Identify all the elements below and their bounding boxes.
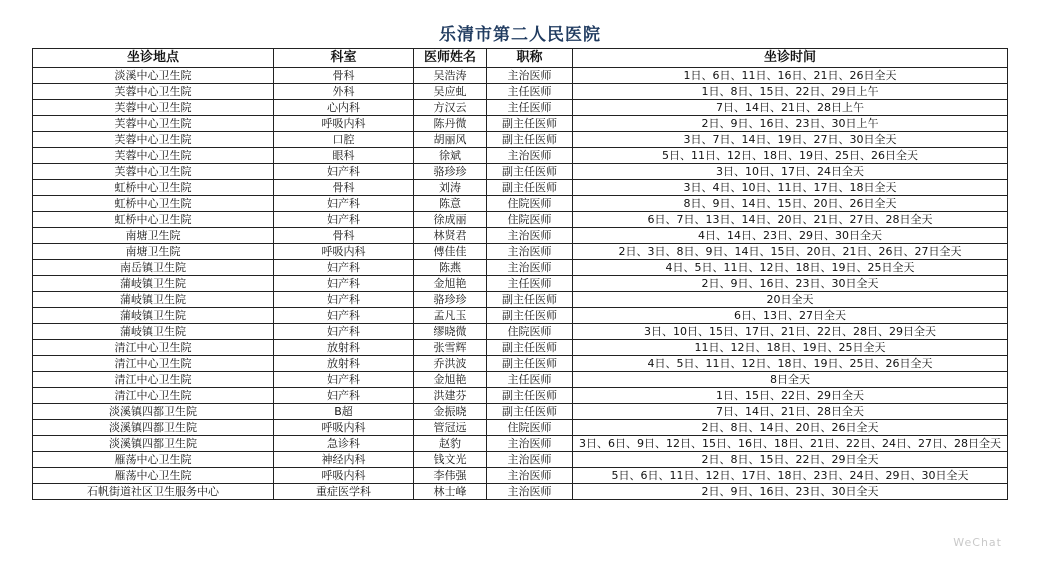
table-row — [33, 196, 1008, 212]
cell-title: 住院医师 — [487, 196, 573, 212]
cell-title: 主治医师 — [487, 452, 573, 468]
table-row — [33, 292, 1008, 308]
cell-title: 副主任医师 — [487, 308, 573, 324]
cell-title: 主任医师 — [487, 84, 573, 100]
table-row — [33, 180, 1008, 196]
cell-location: 淡溪镇四都卫生院 — [33, 436, 274, 452]
cell-schedule: 5日、6日、11日、12日、17日、18日、23日、24日、29日、30日全天 — [573, 468, 1008, 484]
cell-doctor: 林贤君 — [414, 228, 487, 244]
table-row — [33, 340, 1008, 356]
cell-location: 虹桥中心卫生院 — [33, 212, 274, 228]
cell-department: 放射科 — [274, 340, 414, 356]
cell-title: 主治医师 — [487, 260, 573, 276]
cell-schedule: 8日、9日、14日、15日、20日、26日全天 — [573, 196, 1008, 212]
cell-title: 主治医师 — [487, 468, 573, 484]
cell-location: 南岳镇卫生院 — [33, 260, 274, 276]
cell-location: 南塘卫生院 — [33, 244, 274, 260]
table-row — [33, 404, 1008, 420]
cell-department: 骨科 — [274, 68, 414, 84]
cell-location: 蒲岐镇卫生院 — [33, 324, 274, 340]
cell-location: 清江中心卫生院 — [33, 388, 274, 404]
cell-location: 芙蓉中心卫生院 — [33, 84, 274, 100]
header-schedule: 坐诊时间 — [573, 49, 1008, 68]
table-row — [33, 420, 1008, 436]
cell-doctor: 陈意 — [414, 196, 487, 212]
cell-title: 住院医师 — [487, 212, 573, 228]
cell-department: 妇产科 — [274, 308, 414, 324]
cell-department: 急诊科 — [274, 436, 414, 452]
cell-title: 副主任医师 — [487, 404, 573, 420]
cell-schedule: 3日、10日、15日、17日、21日、22日、28日、29日全天 — [573, 324, 1008, 340]
cell-schedule: 6日、7日、13日、14日、20日、21日、27日、28日全天 — [573, 212, 1008, 228]
table-row — [33, 308, 1008, 324]
cell-location: 蒲岐镇卫生院 — [33, 308, 274, 324]
cell-doctor: 徐成丽 — [414, 212, 487, 228]
cell-location: 芙蓉中心卫生院 — [33, 164, 274, 180]
cell-doctor: 胡丽风 — [414, 132, 487, 148]
cell-doctor: 缪晓微 — [414, 324, 487, 340]
cell-doctor: 孟凡玉 — [414, 308, 487, 324]
cell-department: 妇产科 — [274, 164, 414, 180]
cell-title: 副主任医师 — [487, 164, 573, 180]
cell-doctor: 徐斌 — [414, 148, 487, 164]
table-row — [33, 228, 1008, 244]
cell-doctor: 钱文光 — [414, 452, 487, 468]
cell-location: 蒲岐镇卫生院 — [33, 276, 274, 292]
table-row — [33, 244, 1008, 260]
cell-title: 主治医师 — [487, 436, 573, 452]
cell-location: 清江中心卫生院 — [33, 340, 274, 356]
cell-schedule: 5日、11日、12日、18日、19日、25日、26日全天 — [573, 148, 1008, 164]
cell-doctor: 刘涛 — [414, 180, 487, 196]
table-row — [33, 436, 1008, 452]
cell-doctor: 张雪辉 — [414, 340, 487, 356]
cell-department: B超 — [274, 404, 414, 420]
cell-department: 骨科 — [274, 228, 414, 244]
cell-schedule: 4日、5日、11日、12日、18日、19日、25日、26日全天 — [573, 356, 1008, 372]
cell-title: 副主任医师 — [487, 132, 573, 148]
cell-title: 住院医师 — [487, 420, 573, 436]
table-row — [33, 484, 1008, 500]
cell-department: 妇产科 — [274, 324, 414, 340]
cell-department: 呼吸内科 — [274, 468, 414, 484]
cell-title: 主治医师 — [487, 228, 573, 244]
header-title: 职称 — [487, 49, 573, 68]
cell-schedule: 4日、14日、23日、29日、30日全天 — [573, 228, 1008, 244]
cell-doctor: 陈燕 — [414, 260, 487, 276]
table-row — [33, 132, 1008, 148]
cell-department: 放射科 — [274, 356, 414, 372]
table-row — [33, 68, 1008, 84]
cell-location: 清江中心卫生院 — [33, 356, 274, 372]
cell-doctor: 傅佳佳 — [414, 244, 487, 260]
header-location: 坐诊地点 — [33, 49, 274, 68]
cell-doctor: 乔洪波 — [414, 356, 487, 372]
cell-doctor: 金振晓 — [414, 404, 487, 420]
table-row — [33, 388, 1008, 404]
cell-department: 外科 — [274, 84, 414, 100]
cell-department: 妇产科 — [274, 196, 414, 212]
cell-doctor: 陈丹微 — [414, 116, 487, 132]
cell-doctor: 方汉云 — [414, 100, 487, 116]
cell-location: 虹桥中心卫生院 — [33, 180, 274, 196]
cell-doctor: 管冠远 — [414, 420, 487, 436]
cell-location: 芙蓉中心卫生院 — [33, 148, 274, 164]
cell-department: 骨科 — [274, 180, 414, 196]
cell-schedule: 2日、9日、16日、23日、30日上午 — [573, 116, 1008, 132]
cell-location: 虹桥中心卫生院 — [33, 196, 274, 212]
cell-department: 心内科 — [274, 100, 414, 116]
cell-schedule: 11日、12日、18日、19日、25日全天 — [573, 340, 1008, 356]
cell-title: 住院医师 — [487, 324, 573, 340]
cell-department: 妇产科 — [274, 388, 414, 404]
table-row — [33, 212, 1008, 228]
cell-location: 雁荡中心卫生院 — [33, 468, 274, 484]
table-row — [33, 468, 1008, 484]
cell-schedule: 4日、5日、11日、12日、18日、19日、25日全天 — [573, 260, 1008, 276]
cell-doctor: 骆珍珍 — [414, 164, 487, 180]
cell-title: 主任医师 — [487, 100, 573, 116]
cell-department: 重症医学科 — [274, 484, 414, 500]
cell-schedule: 20日全天 — [573, 292, 1008, 308]
cell-title: 副主任医师 — [487, 356, 573, 372]
table-row — [33, 452, 1008, 468]
cell-department: 妇产科 — [274, 260, 414, 276]
table-body — [33, 68, 1008, 500]
cell-department: 呼吸内科 — [274, 420, 414, 436]
cell-doctor: 吴应虬 — [414, 84, 487, 100]
cell-doctor: 金旭艳 — [414, 276, 487, 292]
cell-schedule: 3日、7日、14日、19日、27日、30日全天 — [573, 132, 1008, 148]
cell-title: 副主任医师 — [487, 388, 573, 404]
cell-schedule: 1日、6日、11日、16日、21日、26日全天 — [573, 68, 1008, 84]
cell-doctor: 骆珍珍 — [414, 292, 487, 308]
cell-doctor: 吴浩涛 — [414, 68, 487, 84]
cell-schedule: 1日、8日、15日、22日、29日上午 — [573, 84, 1008, 100]
table-row — [33, 164, 1008, 180]
cell-location: 芙蓉中心卫生院 — [33, 132, 274, 148]
cell-schedule: 2日、8日、15日、22日、29日全天 — [573, 452, 1008, 468]
cell-location: 蒲岐镇卫生院 — [33, 292, 274, 308]
cell-title: 主任医师 — [487, 276, 573, 292]
page-title: 乐清市第二人民医院 — [439, 25, 601, 45]
cell-location: 石帆街道社区卫生服务中心 — [33, 484, 274, 500]
cell-schedule: 2日、9日、16日、23日、30日全天 — [573, 276, 1008, 292]
cell-schedule: 7日、14日、21日、28日上午 — [573, 100, 1008, 116]
header-doctor: 医师姓名 — [414, 49, 487, 68]
header-department: 科室 — [274, 49, 414, 68]
cell-location: 淡溪镇四都卫生院 — [33, 404, 274, 420]
cell-title: 主治医师 — [487, 148, 573, 164]
table-row — [33, 148, 1008, 164]
cell-title: 副主任医师 — [487, 340, 573, 356]
watermark: WeChat — [953, 536, 1002, 549]
cell-schedule: 3日、6日、9日、12日、15日、16日、18日、21日、22日、24日、27日、28日全天 — [573, 436, 1008, 452]
table-row — [33, 324, 1008, 340]
cell-doctor: 赵豹 — [414, 436, 487, 452]
cell-department: 呼吸内科 — [274, 244, 414, 260]
cell-schedule: 1日、15日、22日、29日全天 — [573, 388, 1008, 404]
cell-title: 主治医师 — [487, 244, 573, 260]
cell-title: 副主任医师 — [487, 116, 573, 132]
cell-department: 妇产科 — [274, 212, 414, 228]
schedule-table — [32, 48, 1008, 500]
cell-department: 神经内科 — [274, 452, 414, 468]
cell-doctor: 金旭艳 — [414, 372, 487, 388]
cell-department: 妇产科 — [274, 276, 414, 292]
table-row — [33, 100, 1008, 116]
table-row — [33, 356, 1008, 372]
cell-department: 妇产科 — [274, 372, 414, 388]
cell-location: 南塘卫生院 — [33, 228, 274, 244]
cell-schedule: 2日、3日、8日、9日、14日、15日、20日、21日、26日、27日全天 — [573, 244, 1008, 260]
cell-location: 雁荡中心卫生院 — [33, 452, 274, 468]
cell-department: 妇产科 — [274, 292, 414, 308]
table-row — [33, 84, 1008, 100]
table-row — [33, 116, 1008, 132]
cell-department: 眼科 — [274, 148, 414, 164]
cell-location: 芙蓉中心卫生院 — [33, 100, 274, 116]
cell-department: 呼吸内科 — [274, 116, 414, 132]
cell-doctor: 林士峰 — [414, 484, 487, 500]
cell-doctor: 洪建芬 — [414, 388, 487, 404]
cell-location: 淡溪镇四都卫生院 — [33, 420, 274, 436]
cell-location: 淡溪中心卫生院 — [33, 68, 274, 84]
cell-schedule: 8日全天 — [573, 372, 1008, 388]
cell-schedule: 7日、14日、21日、28日全天 — [573, 404, 1008, 420]
cell-location: 清江中心卫生院 — [33, 372, 274, 388]
cell-schedule: 3日、10日、17日、24日全天 — [573, 164, 1008, 180]
cell-title: 副主任医师 — [487, 180, 573, 196]
table-header-row — [33, 49, 1008, 68]
table-row — [33, 260, 1008, 276]
cell-title: 副主任医师 — [487, 292, 573, 308]
cell-schedule: 2日、9日、16日、23日、30日全天 — [573, 484, 1008, 500]
cell-location: 芙蓉中心卫生院 — [33, 116, 274, 132]
table-row — [33, 372, 1008, 388]
table-row — [33, 276, 1008, 292]
cell-title: 主任医师 — [487, 372, 573, 388]
cell-schedule: 3日、4日、10日、11日、17日、18日全天 — [573, 180, 1008, 196]
cell-department: 口腔 — [274, 132, 414, 148]
cell-doctor: 李伟强 — [414, 468, 487, 484]
cell-schedule: 6日、13日、27日全天 — [573, 308, 1008, 324]
cell-schedule: 2日、8日、14日、20日、26日全天 — [573, 420, 1008, 436]
cell-title: 主治医师 — [487, 68, 573, 84]
cell-title: 主治医师 — [487, 484, 573, 500]
